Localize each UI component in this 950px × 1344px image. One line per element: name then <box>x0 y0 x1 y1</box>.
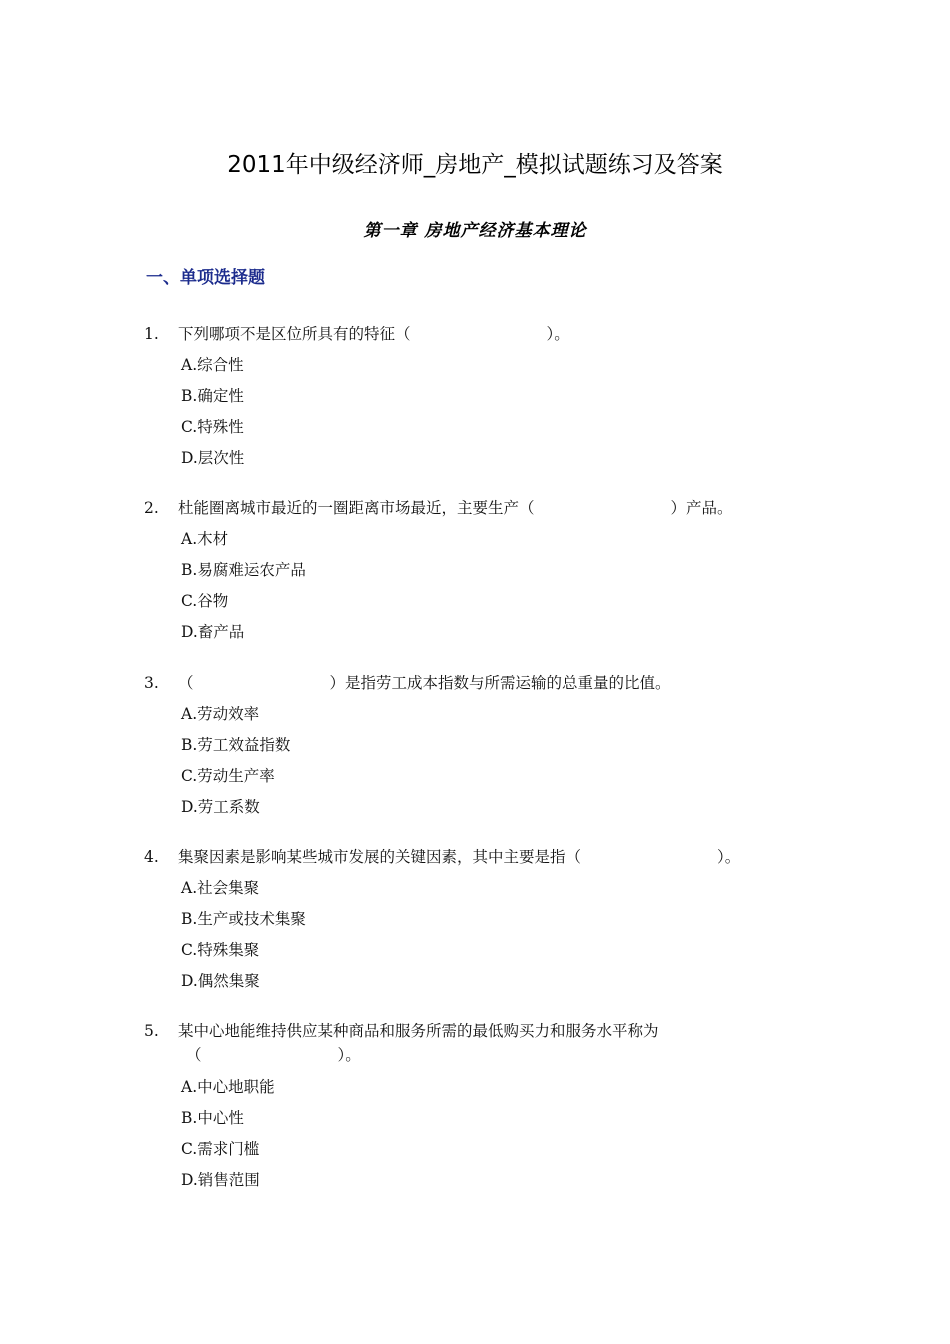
question-number: 2. <box>144 499 159 517</box>
question-5 <box>0 1020 950 1066</box>
question-4 <box>0 846 950 868</box>
option-b: B.生产或技术集聚 <box>181 910 306 928</box>
question-2 <box>0 497 950 519</box>
question-text: 某中心地能维持供应某种商品和服务所需的最低购买力和服务水平称为 <box>178 1022 659 1040</box>
option-d: D.畜产品 <box>181 623 245 641</box>
option-c: C.特殊集聚 <box>181 941 260 959</box>
option-c: C.谷物 <box>181 592 229 610</box>
question-number: 5. <box>144 1022 159 1040</box>
document-title: 2011年中级经济师_房地产_模拟试题练习及答案 <box>227 152 723 178</box>
question-text: 杜能圈离城市最近的一圈距离市场最近，主要生产（ ）产品。 <box>178 499 733 517</box>
option-b: B.中心性 <box>181 1109 244 1127</box>
option-a: A.劳动效率 <box>181 705 260 723</box>
section-title: 一、单项选择题 <box>146 268 265 288</box>
option-c: C.需求门槛 <box>181 1140 260 1158</box>
option-b: B.确定性 <box>181 387 244 405</box>
question-3 <box>0 672 950 694</box>
option-c: C.劳动生产率 <box>181 767 275 785</box>
option-b: B.劳工效益指数 <box>181 736 291 754</box>
question-text: 集聚因素是影响某些城市发展的关键因素，其中主要是指（ ）。 <box>178 848 741 866</box>
option-a: A.木材 <box>181 530 229 548</box>
option-d: D.层次性 <box>181 449 245 467</box>
option-b: B.易腐难运农产品 <box>181 561 306 579</box>
question-text: 下列哪项不是区位所具有的特征（ ）。 <box>178 325 570 343</box>
option-a: A.中心地职能 <box>181 1078 275 1096</box>
option-a: A.综合性 <box>181 356 244 374</box>
option-a: A.社会集聚 <box>181 879 260 897</box>
chapter-title: 第一章 房地产经济基本理论 <box>363 221 587 241</box>
option-c: C.特殊性 <box>181 418 244 436</box>
question-number: 4. <box>144 848 159 866</box>
option-d: D.偶然集聚 <box>181 972 260 990</box>
question-1 <box>0 323 950 345</box>
option-d: D.劳工系数 <box>181 798 260 816</box>
question-text-continued: （ ）。 <box>186 1046 361 1064</box>
question-number: 3. <box>144 674 159 692</box>
option-d: D.销售范围 <box>181 1171 260 1189</box>
question-text: （ ）是指劳工成本指数与所需运输的总重量的比值。 <box>178 674 671 692</box>
question-number: 1. <box>144 325 159 343</box>
